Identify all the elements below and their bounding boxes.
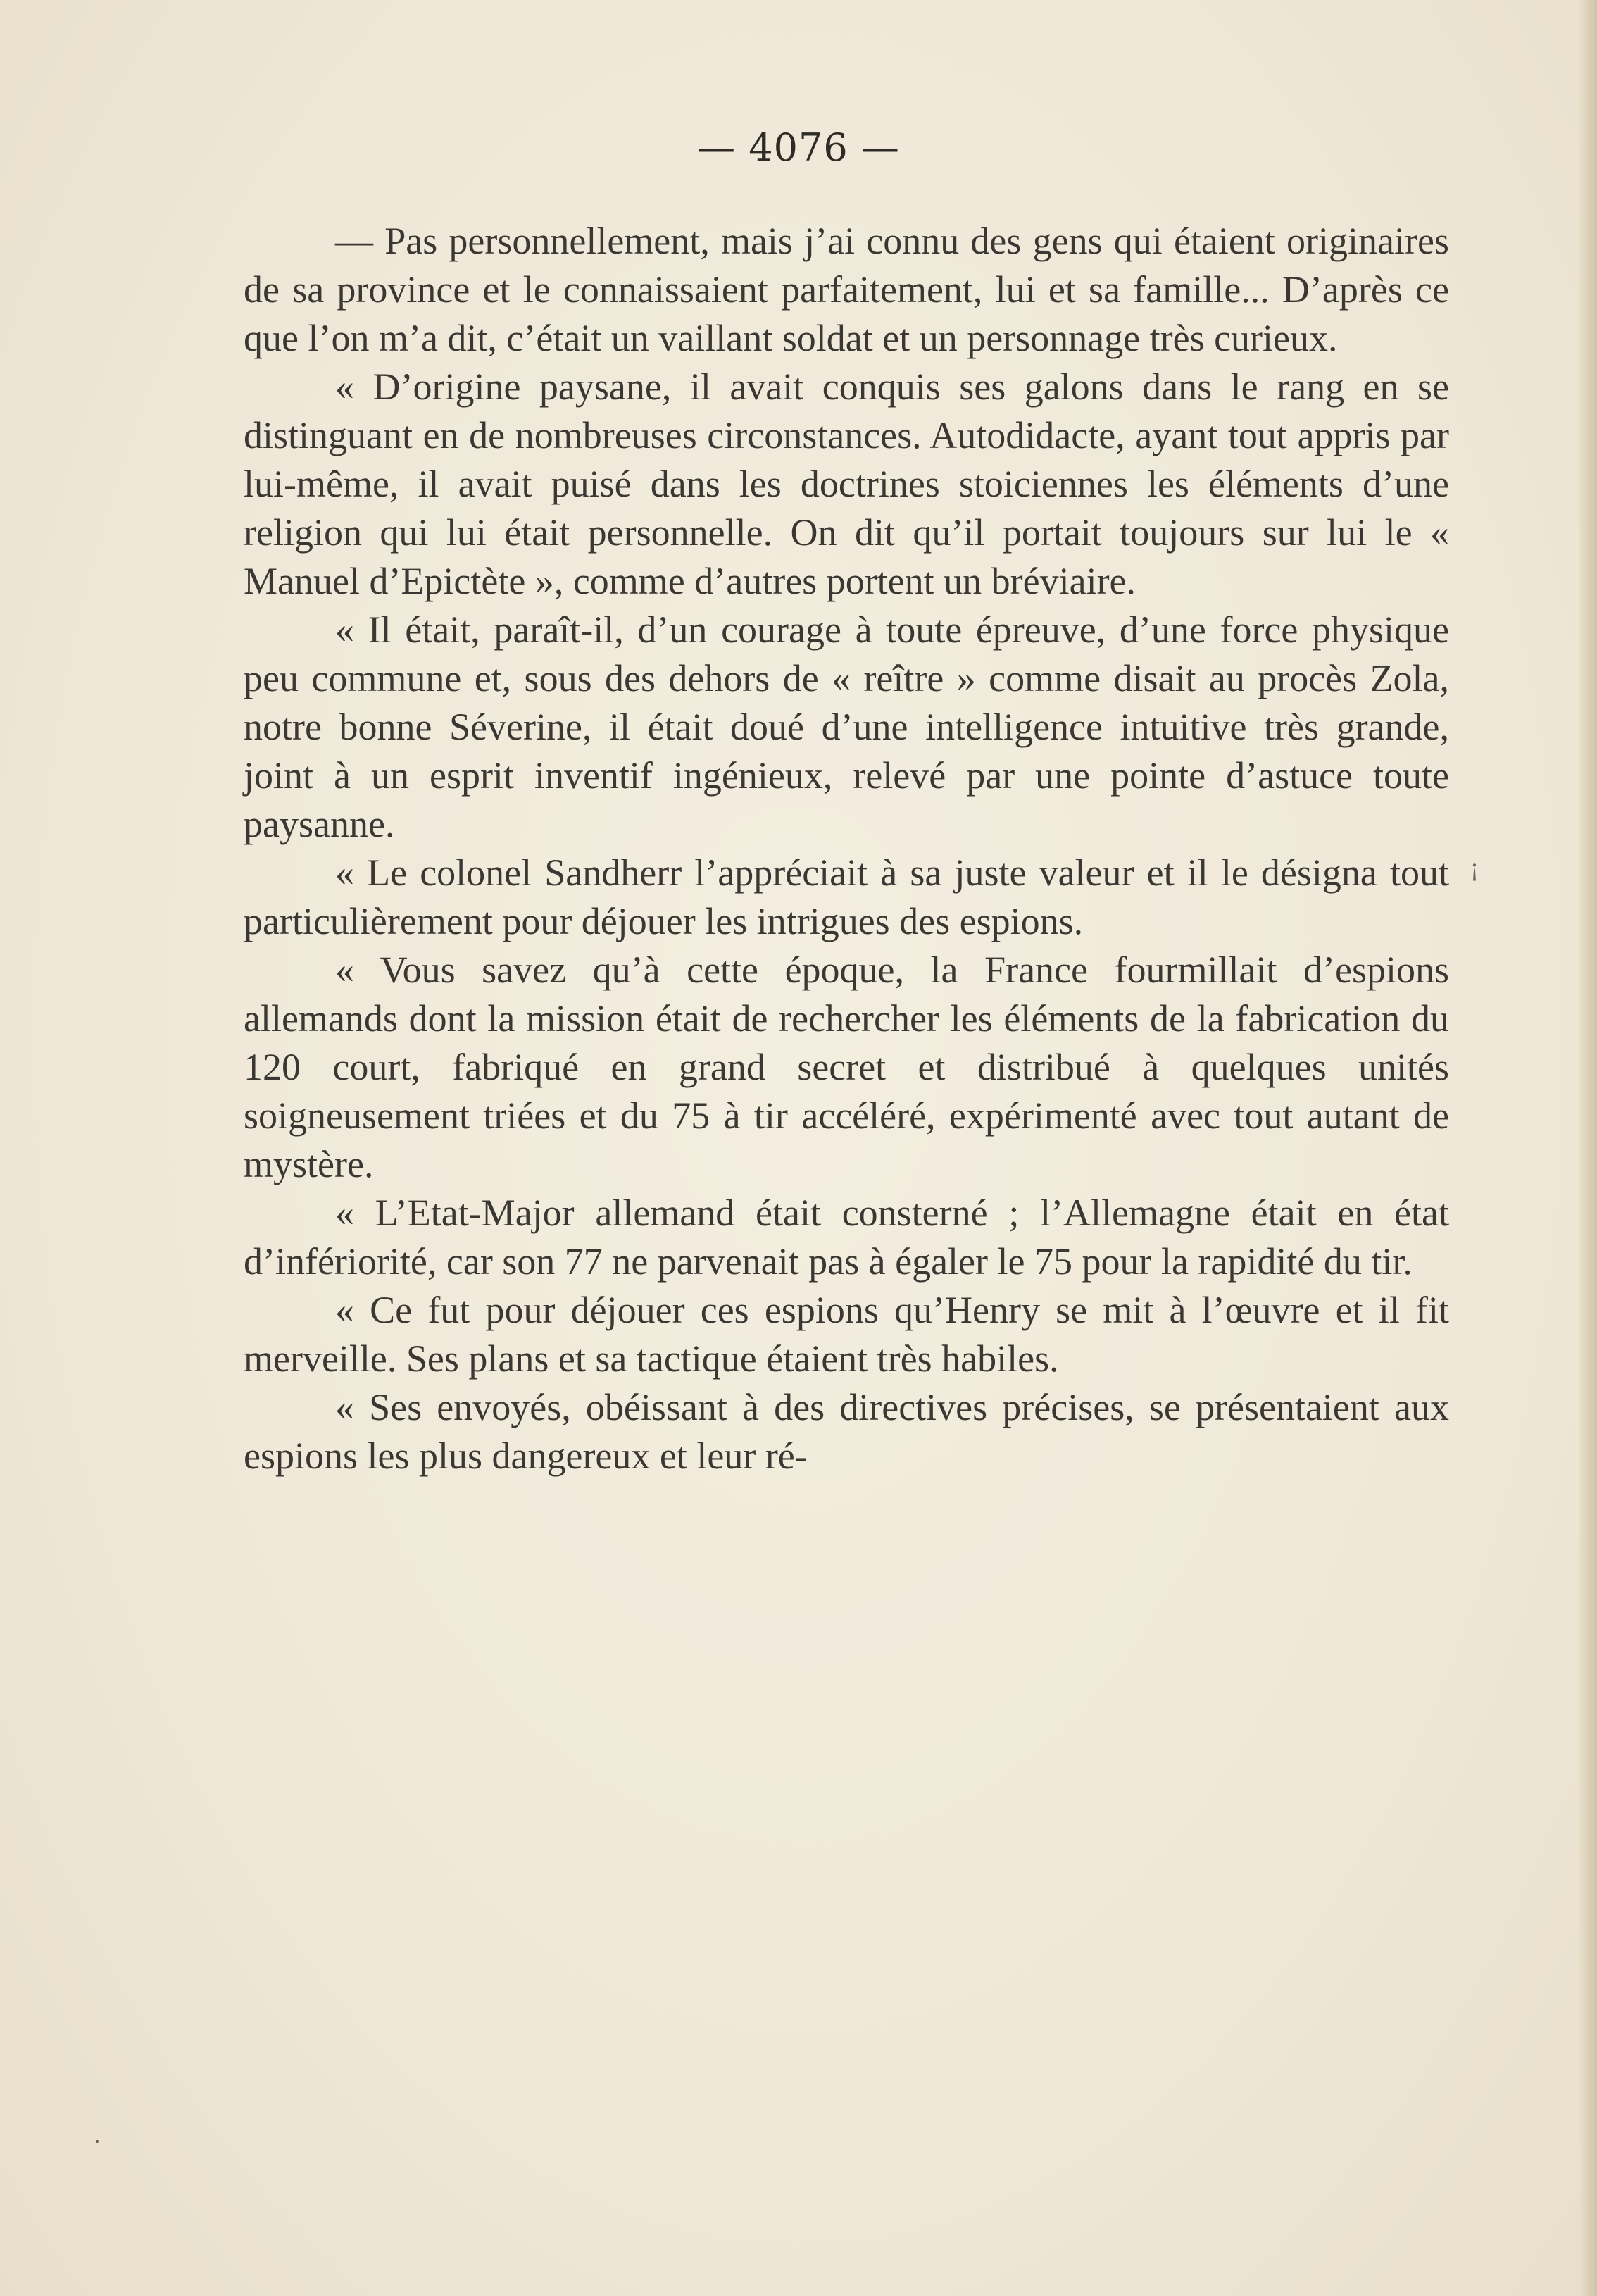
paragraph-2: « D’origine paysane, il avait conquis ses galons dans le rang en se distinguant en de nombreuses circonstances. Autodidacte, ayant tout appris par lui-même, il avait puisé dans les doctrines stoiciennes les éléments d’une religion qui lui était personnelle. On dit qu’il portait toujours sur lui le « Manuel d’Epictète », comme d’autres portent un bréviaire. [244,366,1449,602]
body-text [244,217,1449,1480]
page-number: — 4076 — [697,125,900,170]
paragraph-8: « Ses envoyés, obéissant à des directives précises, se présentaient aux espions les plus dangereux et leur ré- [244,1386,1449,1477]
paragraph-5: « Vous savez qu’à cette époque, la France fourmillait d’espions allemands dont la mission était de rechercher les éléments de la fabrication du 120 court, fabriqué en grand secret et distribué à quelques unités soigneusement triées et du 75 à tir accéléré, expérimenté avec tout autant de mystère. [244,949,1449,1185]
page-edge-shadow [1579,0,1597,2296]
paragraph-1: — Pas personnellement, mais j’ai connu des gens qui étaient originaires de sa province et le connaissaient parfaitement, lui et sa famille... D’après ce que l’on m’a dit, c’était un vaillant soldat et un personnage très curieux. [244,220,1449,359]
paragraph-6: « L’Etat-Major allemand était consterné ; l’Allemagne était en état d’infériorité, car son 77 ne parvenait pas à égaler le 75 pour la rapidité du tir. [244,1192,1449,1283]
margin-speck: ¡ [1470,853,1479,881]
paragraph-4: « Le colonel Sandherr l’appréciait à sa juste valeur et il le désigna tout particulièrement pour déjouer les intrigues des espions. [244,851,1449,942]
margin-speck-lower: · [93,2128,101,2156]
paragraph-3: « Il était, paraît-il, d’un courage à toute épreuve, d’une force physique peu commune et, sous des dehors de « reître » comme disait au procès Zola, notre bonne Séverine, il était doué d’une intelligence intuitive très grande, joint à un esprit inventif ingénieux, relevé par une pointe d’astuce toute paysanne. [244,609,1449,845]
paragraph-7: « Ce fut pour déjouer ces espions qu’Henry se mit à l’œuvre et il fit merveille. Ses plans et sa tactique étaient très habiles. [244,1289,1449,1380]
